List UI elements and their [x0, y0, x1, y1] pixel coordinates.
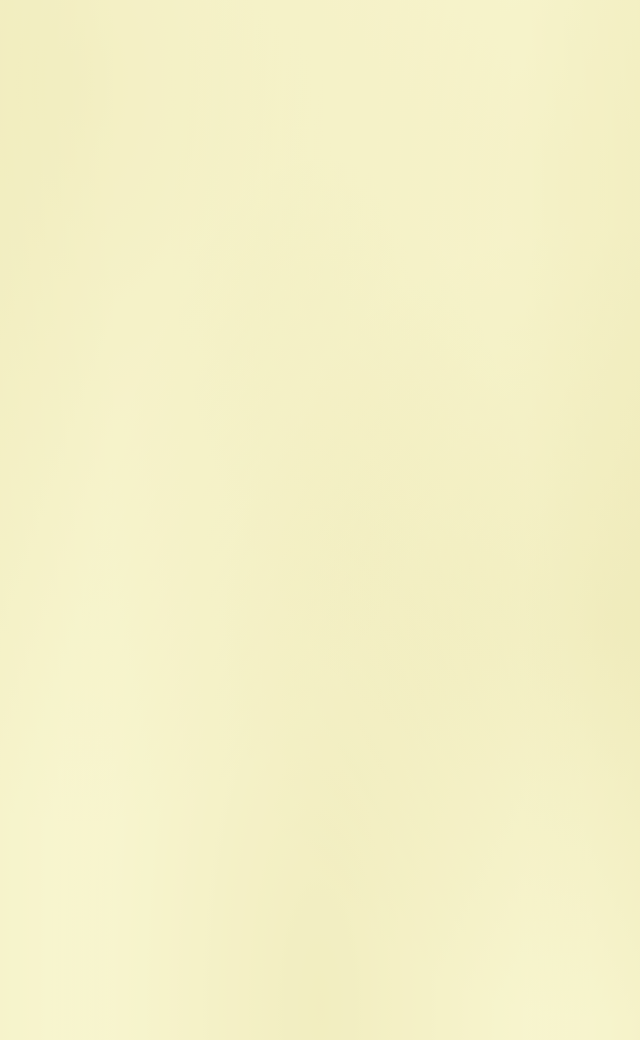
- page-title: [0, 0, 640, 74]
- folio-spacer: [0, 98, 640, 115]
